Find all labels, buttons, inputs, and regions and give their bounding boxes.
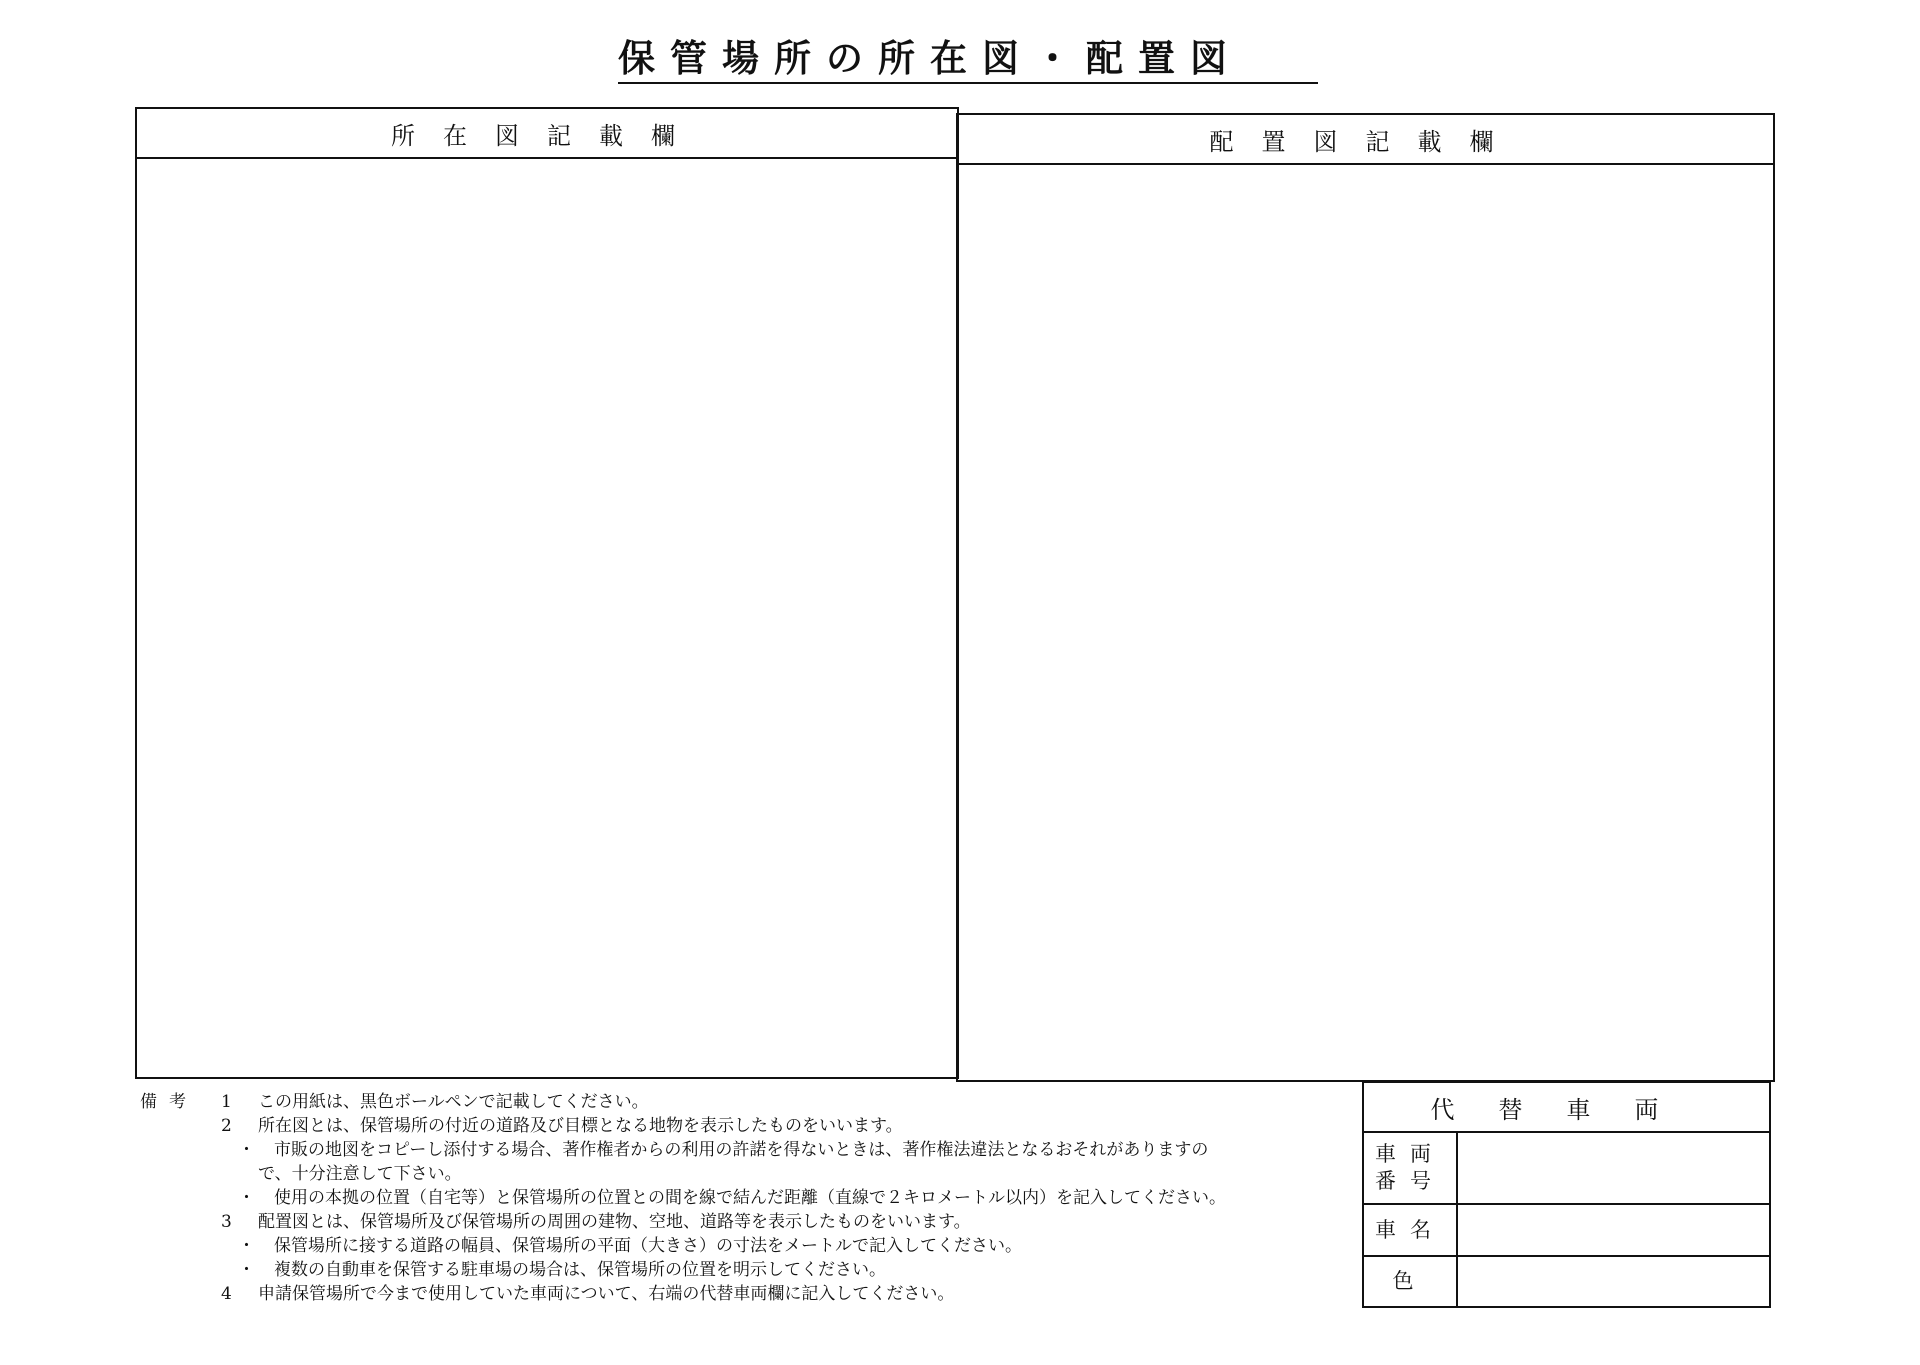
- location-map-panel-header: 所在図記載欄: [137, 109, 957, 159]
- remarks-section: [140, 1090, 1350, 1320]
- remark-text: 配置図とは、保管場所及び保管場所の周囲の建物、空地、道路等を表示したものをいいます。: [258, 1212, 971, 1232]
- document-title: 保管場所の所在図・配置図: [618, 37, 1242, 80]
- title-underline: [618, 82, 1318, 84]
- remark-text: 市販の地図をコピーし添付する場合、著作権者からの利用の許諾を得ないときは、著作権法違法となるおそれがありますの: [274, 1140, 1209, 1160]
- vehicle-color-field[interactable]: [1458, 1257, 1769, 1306]
- remark-text: 申請保管場所で今まで使用していた車両について、右端の代替車両欄に記入してください。: [258, 1284, 955, 1304]
- vehicle-color-label: 色: [1364, 1257, 1458, 1306]
- remarks-label: 備考: [140, 1092, 198, 1112]
- vehicle-number-row: [1364, 1133, 1769, 1205]
- remark-bullet: ・: [238, 1188, 255, 1208]
- remark-number: 4: [221, 1284, 232, 1304]
- remark-number: 3: [221, 1212, 232, 1232]
- replacement-vehicle-header: 代替車両: [1364, 1083, 1769, 1133]
- remark-text: 保管場所に接する道路の幅員、保管場所の平面（大きさ）の寸法をメートルで記入してください。: [274, 1236, 1022, 1256]
- remark-text: で、十分注意して下さい。: [258, 1164, 462, 1184]
- replacement-vehicle-table: [1362, 1081, 1771, 1308]
- remark-text: 使用の本拠の位置（自宅等）と保管場所の位置との間を線で結んだ距離（直線で２キロメートル以内）を記入してください。: [274, 1188, 1226, 1208]
- remark-text: この用紙は、黒色ボールペンで記載してください。: [258, 1092, 649, 1112]
- layout-map-panel-header: 配置図記載欄: [958, 115, 1773, 165]
- vehicle-name-label: 車名: [1364, 1205, 1458, 1255]
- remark-bullet: ・: [238, 1140, 255, 1160]
- remark-text: 複数の自動車を保管する駐車場の場合は、保管場所の位置を明示してください。: [274, 1260, 886, 1280]
- remark-bullet: ・: [238, 1260, 255, 1280]
- location-map-panel: [135, 107, 959, 1079]
- remark-number: 2: [221, 1116, 232, 1136]
- remark-text: 所在図とは、保管場所の付近の道路及び目標となる地物を表示したものをいいます。: [258, 1116, 903, 1136]
- vehicle-number-label: 車両 番号: [1364, 1133, 1458, 1203]
- vehicle-color-row: [1364, 1257, 1769, 1306]
- vehicle-name-row: [1364, 1205, 1769, 1257]
- remark-number: 1: [221, 1092, 232, 1112]
- layout-map-panel: [956, 113, 1775, 1082]
- vehicle-name-field[interactable]: [1458, 1205, 1769, 1255]
- remark-bullet: ・: [238, 1236, 255, 1256]
- vehicle-number-field[interactable]: [1458, 1133, 1769, 1203]
